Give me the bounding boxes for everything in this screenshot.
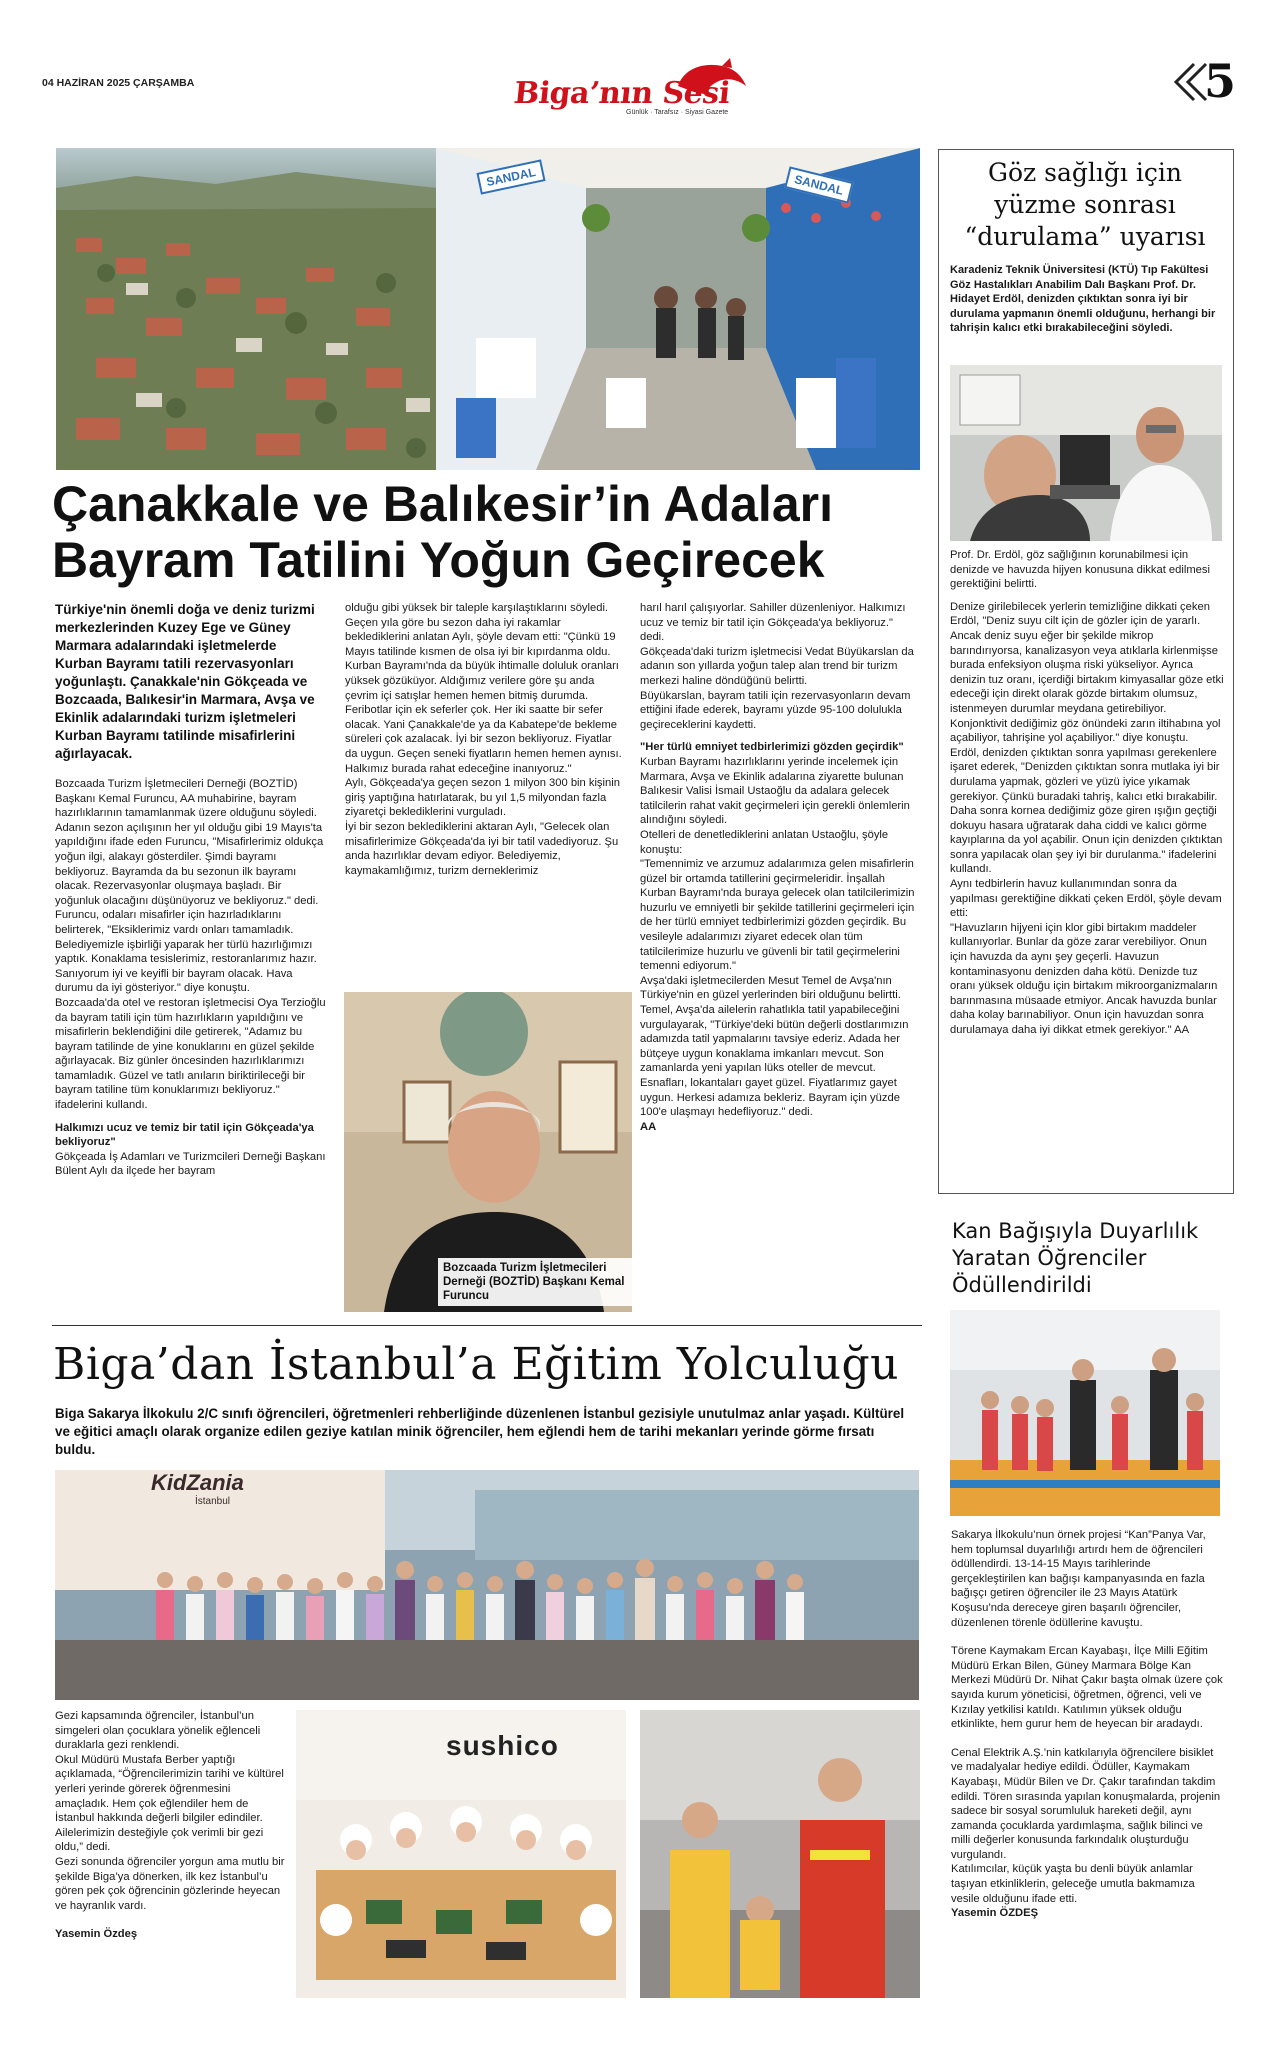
blood-paragraph: Törene Kaymakam Ercan Kayabaşı, İlçe Milli Eğitim Müdürü Erkan Bilen, Güney Marmara Bölge Kan Merkezi Müdürü Dr. Nihat Çakır başta olmak üzere çok sayıda kurum yöneticisi, öğretmen, öğrenci, veli ve Kızılay yetkilisi katıldı. Katılımın yüksek olduğu etkinlikte, hem gurur hem de heyecan bir aradaydı. — [951, 1645, 1223, 1731]
sushi-workshop-photo — [296, 1710, 626, 1998]
eye-paragraph: Erdöl, denizden çıktıktan sonra yapılması gerekenlere işaret ederek, "Denizden çıktıktan sonra mutlaka iyi bir durulama yapmak, gözleri ve yüzü iyice yıkamak gerekiyor. Çünkü buradaki tahriş, kalıcı etki bırakabilir. Daha sonra kornea dediğimiz göze giren ışığın geçtiği dokuyu hasara uğratarak daha ciddi ve kalıcı görme kayıplarına da yol açabilir. Onun için denizden çıktıktan sonra yapılacak olan şey iyi bir durulanma." ifadelerini kullandı. — [950, 746, 1223, 876]
eye-story-lead — [950, 263, 1222, 363]
main-col3-paragraph: Gökçeada'daki turizm işletmecisi Vedat Büyükarslan da adanın son yıllarda yoğun talep alan trend bir turizm merkezi haline döndüğünü belirtti. — [640, 645, 914, 687]
logo-tagline: Günlük · Tarafsız · Siyasi Gazete — [626, 109, 729, 116]
main-col2-paragraph: İyi bir sezon beklediklerini aktaran Aylı, "Gelecek olan misafirlerimize Gökçeada'da iyi bir tatil vadediyoruz. Şu anda hazırlıklar devam ediyor. Belediyemiz, kaymakamlığımız, turizm derneklerimiz — [345, 820, 619, 877]
main-col3-paragraph: Büyükarslan, bayram tatili için rezervasyonların devam ettiğini ifade ederek, bayramı yüzde 95-100 dolulukla geçireceklerini kaydetti. — [640, 689, 911, 731]
main-story-column-1 — [55, 601, 327, 1321]
kidzania-sign-text: KidZania — [151, 1470, 244, 1495]
eye-paragraph: Denize girilebilecek yerlerin temizliğine dikkati çeken Erdöl, "Deniz suyu cilt için de gözler için de yararlı. Ancak deniz suyu eğer bir şekilde mikrop barındırıyorsa, kanalizasyon veya atıklarla kirlenmişse burada enfeksiyon oluşma riski yükseliyor. Ayrıca denizin tuz oranı, içerdiği birtakım kimyasallar göze etki edeceği için direkt olarak gözde birtakım olumsuz, istenmeyen durumlar meydana getirebiliyor. Konjonktivit dediğimiz göz önündeki zarın iltihabına yol açabiliyor, tahrişine yol açabiliyor." diye konuştu. — [950, 600, 1224, 745]
main-col3-paragraph: "Temennimiz ve arzumuz adalarımıza gelen misafirlerin güzel bir ortamda tatillerini geçirmeleridir. İnşallah Kurban Bayramı'nda buraya gelecek olan tatilcilerimizin huzurlu ve emniyetli bir şekilde tatillerini geçirmeleri için de her türlü emniyet tedbirlerimizi gözden geçirdik. Bu vesileyle adalarımızı ziyaret edecek olan tüm tatilcilerimize huzurlu ve güvenli bir tatil geçirmelerini temenni ediyorum." — [640, 858, 915, 973]
main-headline-line2: Bayram Tatilini Yoğun Geçirecek — [52, 532, 825, 588]
main-col3-paragraph: harıl harıl çalışıyorlar. Sahiller düzenleniyor. Halkımızı ucuz ve temiz bir tatil için Gökçeada'ya bekliyoruz." dedi. — [640, 602, 906, 644]
blood-headline-line2: Yaratan Öğrenciler — [952, 1246, 1147, 1270]
logo-wordmark: Biga’nın Sesi — [512, 76, 732, 111]
kemal-furuncu-portrait-photo — [344, 992, 632, 1312]
child-uniform-photo — [640, 1710, 920, 1998]
issue-date: 04 HAZİRAN 2025 ÇARŞAMBA — [42, 77, 195, 89]
main-story-column-2 — [345, 601, 623, 991]
eye-headline-line2: yüzme sonrası — [994, 190, 1176, 219]
eye-headline-line1: Göz sağlığı için — [988, 158, 1182, 187]
main-col3-subhead: "Her türlü emniyet tedbirlerimizi gözden geçirdik" — [640, 741, 904, 754]
eye-lead-text: Karadeniz Teknik Üniversitesi (KTÜ) Tıp Fakültesi Göz Hastalıkları Anabilim Dalı Başkanı Prof. Dr. Hidayet Erdöl, denizden çıktıktan sonra iyi bir durulama yapmanın önemli olduğunu, herhangi bir tahrişin kalıcı etki bırakabileceğini söyledi. — [950, 264, 1216, 334]
main-col3-paragraph: Avşa'daki işletmecilerden Mesut Temel de Avşa'nın Türkiye'nin en güzel yerlerinden biri olduğunu belirtti. — [640, 974, 901, 1002]
blood-paragraph: Cenal Elektrik A.Ş.’nin katkılarıyla öğrencilere bisiklet ve madalyalar hediye edildi. Ödüller, Kaymakam Kayabaşı, Müdür Bilen ve Dr. Çakır tarafından takdim edildi. Tören sırasında yapılan konuşmalarda, projenin sadece bir sosyal sorumluluk hareketi değil, aynı zamanda çocuklarda yardımlaşma, sağlık bilinci ve milli değerler konusunda farkındalık oluşturduğu vurgulandı. — [951, 1746, 1221, 1861]
istanbul-author: Yasemin Özdeş — [55, 1928, 138, 1941]
award-ceremony-photo — [950, 1310, 1220, 1516]
main-col1-paragraph: Furuncu, odaları misafirler için hazırladıklarını belirterek, "Eksiklerimiz vardı onları tamamladık. Belediyemizle işbirliği yaparak her türlü hazırlığımızı yaptık. Konaklama tesislerimiz, restoranlarımız hazır. Sanıyorum iyi ve keyifli bir bayram olacak. Hava durumu da iyi gösteriyor." diye konuştu. — [55, 909, 317, 995]
istanbul-paragraph: Okul Müdürü Mustafa Berber yaptığı açıklamada, “Öğrencilerimizin tarihi ve kültürel yerleri yerinde görerek öğrenmesini amaçladık. Hem çok eğlendiler hem de İstanbul hakkında değerli bilgiler edindiler. Ailelerimizin desteğiyle çok verimli bir gezi oldu,” dedi. — [55, 1753, 284, 1854]
kidzania-sign-sub: İstanbul — [195, 1496, 231, 1507]
main-col1-paragraph: Bozcaada Turizm İşletmecileri Derneği (BOZTİD) Başkanı Kemal Furuncu, AA muhabirine, bayram hazırlıklarının tamamlanmak üzere olduğunu söyledi. — [55, 778, 317, 820]
main-col3-paragraph: Kurban Bayramı hazırlıklarını yerinde incelemek için Marmara, Avşa ve Ekinlik adalarına ziyarette bulunan Balıkesir Valisi İsmail Ustaoğlu da adalara gelecek tatilcilerin rahat vakit geçirmeleri için gerekli önlemlerin alındığını söyledi. — [640, 755, 910, 827]
istanbul-headline: Biga’dan İstanbul’a Eğitim Yolculuğu — [53, 1339, 900, 1390]
eye-paragraph: "Havuzların hijyeni için klor gibi birtakım maddeler kullanıyorlar. Bunlar da göze zarar verebiliyor. Onun için havuzda da aynı şey geçerli. Havuzun kontaminasyonu denizden daha kötü. Denizde tuz oranı yüksek olduğu için birtakım mikroorganizmaların barınmasına müsaade etmiyor. Ancak havuzda bunlar daha kolay barınabiliyor. Onun için havuzdan sonra durulamaya daha iyi dikkat etmek gerekiyor." AA — [950, 921, 1218, 1036]
island-restaurant-street-photo — [436, 148, 920, 470]
class-group-photo — [55, 1470, 919, 1700]
main-col1-paragraph: Bozcaada'da otel ve restoran işletmecisi Oya Terzioğlu da bayram tatili için tüm hazırlıkların yapıldığını ve misafirlerin beklendiğini dile getirerek, "Adamız bu bayram tatilinde de yine konuklarını en güzel şekilde ağırlayacak. Biz günler öncesinden hazırlıklarımızı tamamladık. Güzel ve tatlı anıların biriktirileceği bir bayram tatiline tüm konuklarımızı bekliyoruz." ifadelerini kullandı. — [55, 996, 326, 1112]
main-col2-paragraph: olduğu gibi yüksek bir taleple karşılaştıklarını söyledi. — [345, 602, 609, 614]
main-col2-paragraph: Aylı, Gökçeada'ya geçen sezon 1 milyon 300 bin kişinin giriş yaptığına hatırlatarak, bu yıl 1,5 milyondan fazla ziyaretçi beklediklerini vurguladı. — [345, 777, 620, 819]
main-col1-paragraph: Adanın sezon açılışının her yıl olduğu gibi 19 Mayıs'ta yapıldığını ifade eden Furuncu, "Misafirlerimiz oldukça yoğun ilgi, alakayı gösterdiler. Şimdi bayramı bekliyoruz. Bayramda da bu sezonun ilk bayramı olacak. Rezervasyonlar oluşmaya başladı. Bir yoğunluk olacağını düşünüyoruz ve bekliyoruz." dedi. — [55, 821, 324, 907]
sandal-sign-left: SANDAL — [476, 159, 545, 194]
main-col3-paragraph: Otelleri de denetlediklerini anlatan Ustaoğlu, şöyle konuştu: — [640, 828, 889, 856]
blood-paragraph: Sakarya İlkokulu’nun örnek projesi “Kan”Panya Var, hem toplumsal duyarlılığı artırdı hem de öğrencileri ödüllendirdi. 13-14-15 Mayıs tarihlerinde gerçekleştirilen kan bağışı kampanyasında en fazla bağışçı getiren öğrenciler ile 23 Mayıs Atatürk Koşusu’nda dereceye giren başarılı öğrenciler, düzenlenen törenle ödüllerine kavuştu. — [951, 1529, 1206, 1629]
sandal-sign-right: SANDAL — [784, 166, 853, 203]
eye-headline-line3: “durulama” uyarısı — [964, 222, 1206, 251]
page-number: 5 — [1204, 54, 1237, 108]
main-col3-signature: AA — [640, 1120, 657, 1133]
blood-paragraph: Katılımcılar, küçük yaşta bu denli büyük anlamlar taşıyan etkinliklerin, geleceğe umutla bakmamıza vesile olduğunu ifade etti. — [951, 1863, 1195, 1905]
islands-town-aerial-photo — [56, 148, 436, 470]
main-col1-subhead: Halkımızı ucuz ve temiz bir tatil için Gökçeada'ya bekliyoruz" — [55, 1121, 314, 1149]
blood-author: Yasemin ÖZDEŞ — [951, 1907, 1039, 1920]
istanbul-story-body — [55, 1709, 287, 1999]
main-headline-line1: Çanakkale ve Balıkesir’in Adaları — [52, 476, 833, 532]
blood-headline-line3: Ödüllendirildi — [952, 1273, 1092, 1297]
page-number-badge — [1170, 54, 1240, 108]
main-col1-paragraph: Gökçeada İş Adamları ve Turizmcileri Derneği Başkanı Bülent Aylı da ilçede her bayram — [55, 1150, 326, 1178]
eye-paragraph: Prof. Dr. Erdöl, göz sağlığının korunabilmesi için denizde ve havuzda hijyen konusuna dikkat edilmesi gerektiğini belirtti. — [950, 549, 1210, 591]
blood-story-headline — [952, 1218, 1232, 1299]
section-divider — [52, 1325, 922, 1326]
istanbul-paragraph: Gezi sonunda öğrenciler yorgun ama mutlu bir şekilde Biga’ya dönerken, ilk kez İstanbul’u gören pek çok öğrencinin gözlerinde heyecan ve hayranlık vardı. — [55, 1855, 285, 1912]
blood-story-body — [951, 1528, 1223, 1978]
main-story-column-3 — [640, 601, 920, 1321]
sushico-sign: sushico — [446, 1730, 559, 1761]
eye-story-body — [950, 548, 1224, 1188]
main-story-lead: Türkiye'nin önemli doğa ve deniz turizmi merkezlerinden Kuzey Ege ve Güney Marmara adalarındaki işletmelerde Kurban Bayramı tatili rezervasyonları yoğunlaştı. Çanakkale'nin Gökçeada ve Bozcaada, Balıkesir'in Marmara, Avşa ve Ekinlik adalarındaki turizm işletmeleri Kurban Bayramı tatilinde misafirlerini ağırlayacak. — [55, 602, 315, 761]
kidzania-sign — [151, 1470, 244, 1507]
istanbul-paragraph: Gezi kapsamında öğrenciler, İstanbul’un simgeleri olan çocuklara yönelik eğlenceli duraklarla gezi renklendi. — [55, 1710, 261, 1752]
main-col3-paragraph: Temel, Avşa'da ailelerin rahatlıkla tatil yapabileceğini vurgulayarak, "Türkiye'deki bütün değerli dostlarımızın adamızda tatil yapmalarını tavsiye ederiz. Adada her bütçeye uygun konaklama imkanları mevcut. Son zamanlarda yeni yapılan lüks oteller de mevcut. Esnafları, lokantaları gayet güzel. Fiyatlarımız gayet uygun. Herkesi adamıza bekleriz. Bayram için yüzde 100'e ulaşmayı hedefliyoruz." dedi. — [640, 1004, 909, 1119]
main-col2-paragraph: Geçen yıla göre bu sezon daha iyi rakamlar beklediklerini anlatan Aylı, şöyle devam etti: "Çünkü 19 Mayıs tatilinde kısmen de olsa iyi bir kıpırdanma oldu. Kurban Bayramı'nda da büyük ihtimalle doluluk oranları yüksek gözüküyor. Aldığımız verilere göre şu anda çevrim içi satışlar hemen hemen bitmiş durumda. Feribotlar için ek seferler çok. Her iki saatte bir sefer olacak. Yani Çanakkale'de ya da Kabatepe'de bekleme süreleri çok azalacak. İyi bir sezon bekliyoruz. Fiyatlar da uygun. Geçen seneki fiyatların hemen hemen aynısı. Halkımız burada rahat edeceğine inanıyoruz." — [345, 616, 622, 775]
eye-doctor-photo — [950, 365, 1222, 541]
blood-headline-line1: Kan Bağışıyla Duyarlılık — [952, 1219, 1199, 1243]
masthead-logo — [508, 56, 774, 118]
istanbul-lead: Biga Sakarya İlkokulu 2/C sınıfı öğrencileri, öğretmenleri rehberliğinde düzenlenen İstanbul gezisiyle unutulmaz anlar yaşadı. Kültürel ve eğitici amaçlı olarak organize edilen geziye katılan minik öğrenciler, hem eğlendi hem de tarihi mekanları yerinde görme fırsatı buldu. — [55, 1406, 905, 1457]
eye-paragraph: Aynı tedbirlerin havuz kullanımından sonra da yapılması gerektiğine dikkati çeken Erdöl, şöyle devam etti: — [950, 878, 1222, 920]
portrait-caption: Bozcaada Turizm İşletmecileri Derneği (BOZTİD) Başkanı Kemal Furuncu — [438, 1258, 632, 1306]
